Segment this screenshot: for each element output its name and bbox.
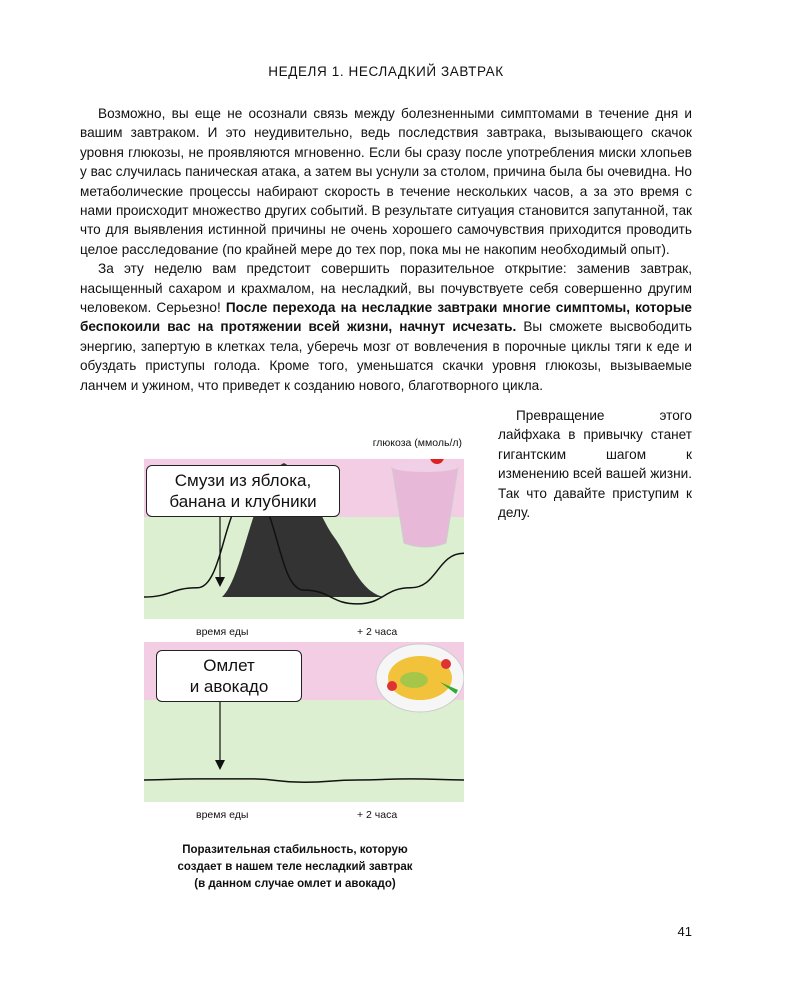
caption-line3: (в данном случае омлет и авокадо) — [194, 878, 396, 890]
side-paragraph: Превращение этого лайфхака в привычку станет гигантским шагом к изменению всей вашей жизни. Так что давайте приступим к делу. — [498, 408, 692, 521]
paragraph-2-end: Вы сможете высвободить энергию, запертую в клетках тела, уберечь мозг от вовлечения в порочные циклы тяги к еде и обуздать приступы голода. Кроме того, уменьшатся скачки уровня глюкозы, вызываемые ланчем и ужином, что приведет к созданию нового, благотворного цикла. — [80, 319, 692, 393]
paragraph-2-bold: После перехода на несладкие завтраки многие симптомы, которые беспокоили вас на протяжении всей жизни, начнут исчезать. — [80, 300, 692, 335]
normal-zone-2 — [144, 700, 464, 802]
caption-line1: Поразительная стабильность, которую — [182, 844, 408, 856]
y-axis-title — [373, 437, 462, 450]
caption-line2: создает в нашем теле несладкий завтрак — [177, 861, 413, 873]
paragraph-1: Возможно, вы еще не осознали связь между болезненными симптомами в течение дня и вашим завтраком. И это неудивительно, ведь последствия завтрака, вызывающего скачок уровня глюкозы, не проявляются мгновенно. Если бы сразу после употребления миски хлопьев у вас случилась паническая атака, а затем вы уснули за столом, причина была бы очевидна. Но метаболические процессы набирают скорость в течение нескольких часов, а за это время с нами происходит множество других событий. В результате ситуация становится запутанной, так что для выявления истинной причины не очень хорошего самочувствия приходится проводить целое расследование (по крайней мере до тех пор, пока мы не накопим необходимый опыт). — [80, 106, 692, 257]
x-tick-mealtime-2: время еды — [196, 809, 249, 821]
running-header: НЕДЕЛЯ 1. НЕСЛАДКИЙ ЗАВТРАК — [268, 64, 504, 79]
main-text — [80, 104, 692, 395]
paragraph-2 — [80, 259, 692, 395]
x-tick-2h-2: + 2 часа — [357, 809, 398, 821]
callout-smoothie — [146, 465, 340, 517]
callout-smoothie-line1: Смузи из яблока, — [174, 471, 312, 490]
x-tick-2h-1: + 2 часа — [357, 626, 398, 638]
page-number: 41 — [677, 924, 692, 939]
glucose-label: глюкоза (ммоль/л) — [372, 437, 462, 449]
omelet-plate-icon — [376, 644, 464, 712]
x-tick-mealtime-1: время еды — [196, 626, 249, 638]
paragraph-2-start: За эту неделю вам предстоит совершить поразительное открытие: заменив завтрак, насыщенный сахаром и крахмалом, на несладкий, вы почувствуете себя совершенно другим человеком. Серьезно! — [80, 261, 692, 316]
callout-smoothie-line2: банана и клубники — [169, 492, 317, 511]
callout-omelet-line2: и авокадо — [189, 677, 269, 696]
figure-caption — [150, 842, 440, 893]
side-text — [498, 406, 692, 522]
callout-omelet — [156, 650, 302, 702]
callout-omelet-line1: Омлет — [203, 656, 255, 675]
